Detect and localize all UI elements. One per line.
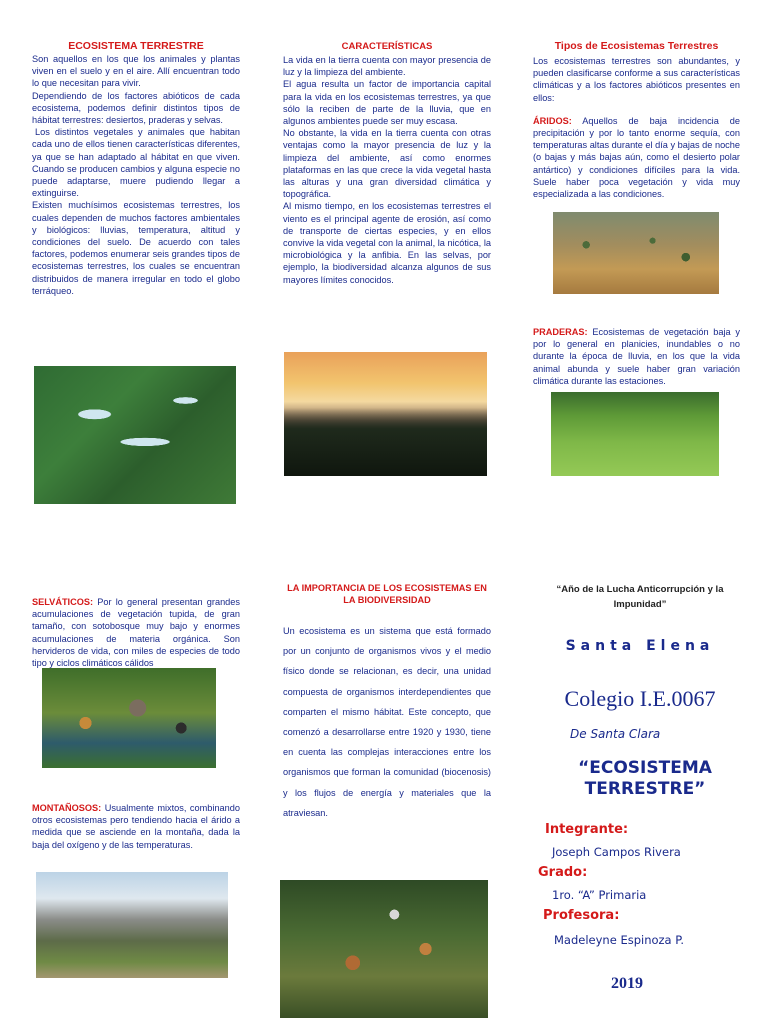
montanosos-section (32, 802, 240, 851)
panel-caracteristicas (283, 40, 491, 286)
panel-importancia (283, 582, 491, 823)
praderas-section (533, 326, 740, 387)
praderas-text: Ecosistemas de vegetación baja y por lo general en planicies, inundables o no durante la época de lluvia, en los que la vida animal abunda y suele haber gran variación climática durante las estaciones. (533, 327, 740, 386)
montanosos-text: Usualmente mixtos, combinando otros ecosistemas pero tendiendo hacia el árido a medida que se asciende en la montaña, dada la baja del oxígeno y de las temperaturas. (32, 803, 240, 850)
profesora-value: Madeleyne Espinoza P. (554, 933, 685, 947)
panel3-intro: Los ecosistemas terrestres son abundantes, y pueden clasificarse conforme a sus características climáticas y a los factores abióticos presentes en ellos: (533, 56, 740, 103)
panel2-paragraph: El agua resulta un factor de importancia capital para la vida en los ecosistemas terrestres, ya que sólo la reciben de parte de la lluvia, que en algunos ambientes puede ser muy escasa. (283, 79, 491, 127)
panel1-paragraph: Existen muchísimos ecosistemas terrestres, los cuales dependen de muchos factores ambientales y biológicos: lluvias, temperatura, altitud y condiciones del suelo. De acuerdo con tales factores, podemos enumerar seis grandes tipos de ecosistemas terrestres, los cuales se encuentran distribuidos de manera irregular en todo el globo terráqueo. (32, 200, 240, 296)
integrante-label: Integrante: (545, 822, 629, 837)
selvaticos-label: SELVÁTICOS: (32, 597, 94, 607)
cover-school-subtitle: De Santa Clara (570, 727, 661, 741)
jungle-animals-image (42, 668, 216, 768)
panel3-title: Tipos de Ecosistemas Terrestres (554, 40, 719, 52)
selvaticos-section (32, 596, 240, 669)
panel1-paragraph: Son aquellos en los que los animales y plantas viven en el suelo y en el aire. Allí encuentran todo lo que necesitan para vivir. (32, 54, 240, 89)
panel1-paragraph: Los distintos vegetales y animales que habitan cada uno de ellos tienen características diferentes, ya que se han adaptado al hábitat en que viven. Cuando se producen cambios y alguna especie no puede adaptarse, muere pudiendo llegar a extinguirse. (32, 127, 240, 199)
grado-label: Grado: (538, 865, 588, 880)
integrante-value: Joseph Campos Rivera (552, 845, 681, 859)
river-forest-image (34, 366, 236, 504)
desert-image (553, 212, 719, 294)
panel-ecosistema-terrestre (32, 40, 240, 297)
panel2-paragraph: La vida en la tierra cuenta con mayor presencia de luz y la limpieza del ambiente. (283, 55, 491, 78)
profesora-label: Profesora: (543, 908, 620, 923)
panel1-paragraph: Dependiendo de los factores abióticos de cada ecosistema, podemos definir distintos tipos de hábitat terrestres: desiertos, praderas y selvas. (32, 90, 240, 126)
mountain-valley-image (36, 872, 228, 978)
cover-school-name: Colegio I.E.0067 (564, 686, 716, 711)
cover-motto: “Año de la Lucha Anticorrupción y la Impunidad” (556, 584, 724, 610)
montanosos-label: MONTAÑOSOS: (32, 803, 102, 813)
grado-value: 1ro. “A” Primaria (552, 888, 647, 902)
selvaticos-text: Por lo general presentan grandes acumulaciones de vegetación tupida, de gran tamaño, con sotobosque muy bajo y enormes acumulaciones de materia orgánica. Son hervideros de vida, con miles de especies de todo tipo y ciclos climáticos cálidos (32, 597, 240, 669)
panel5-text: Un ecosistema es un sistema que está formado por un conjunto de organismos vivos y el medio físico donde se relacionan, es decir, una unidad compuesta de organismos interdependientes que comparten el mismo hábitat. Este concepto, que comenzó a desarrollarse entre 1920 y 1930, tiene en cuenta las complejas interacciones entre los organismos que forman la comunidad (biocenosis) y los flujos de energía y materiales que la atraviesan. (283, 626, 491, 818)
cover-year: 2019 (611, 975, 643, 992)
aridos-label: ÁRIDOS: (533, 115, 572, 126)
panel2-paragraph: Al mismo tiempo, en los ecosistemas terrestres el viento es el principal agente de erosión, así como de transporte de ciertas especies, y en ellos convive la vida vegetal con la animal, la nicótica, la microbiológica y la anfibia. En las selvas, por ejemplo, la biodiversidad alcanza algunos de sus mayores límites conocidos. (283, 201, 491, 285)
forest-wildlife-image (280, 880, 488, 1018)
aridos-text: Aquellos de baja incidencia de precipitación y por lo tanto enorme sequía, con temperaturas altas durante el día y bajas de noche (o bajas y más bajas aún, como el desierto polar antártico) y condiciones difíciles para la vida. Suele haber poca vegetación y vida muy especializada a las condiciones. (533, 115, 740, 200)
mountain-sunset-image (284, 352, 487, 476)
panel5-title: LA IMPORTANCIA DE LOS ECOSISTEMAS EN LA BIODIVERSIDAD (287, 583, 487, 605)
aridos-section (533, 115, 740, 200)
cover-project-title: “ECOSISTEMA TERRESTRE” (578, 758, 712, 799)
panel2-title: CARACTERÍSTICAS (341, 41, 433, 52)
meadow-cow-image (551, 392, 719, 476)
panel-tipos-ecosistemas (533, 40, 740, 200)
praderas-label: PRADERAS: (533, 327, 588, 337)
panel1-title: ECOSISTEMA TERRESTRE (68, 40, 204, 52)
panel2-paragraph: No obstante, la vida en la tierra cuenta con otras ventajas como la mayor presencia de luz y la limpieza del ambiente, así como enormes plataformas en las que crece la vida vegetal hasta las alturas y una gran diversidad climática y topográfica. (283, 128, 491, 200)
cover-town: Santa Elena (565, 638, 715, 654)
